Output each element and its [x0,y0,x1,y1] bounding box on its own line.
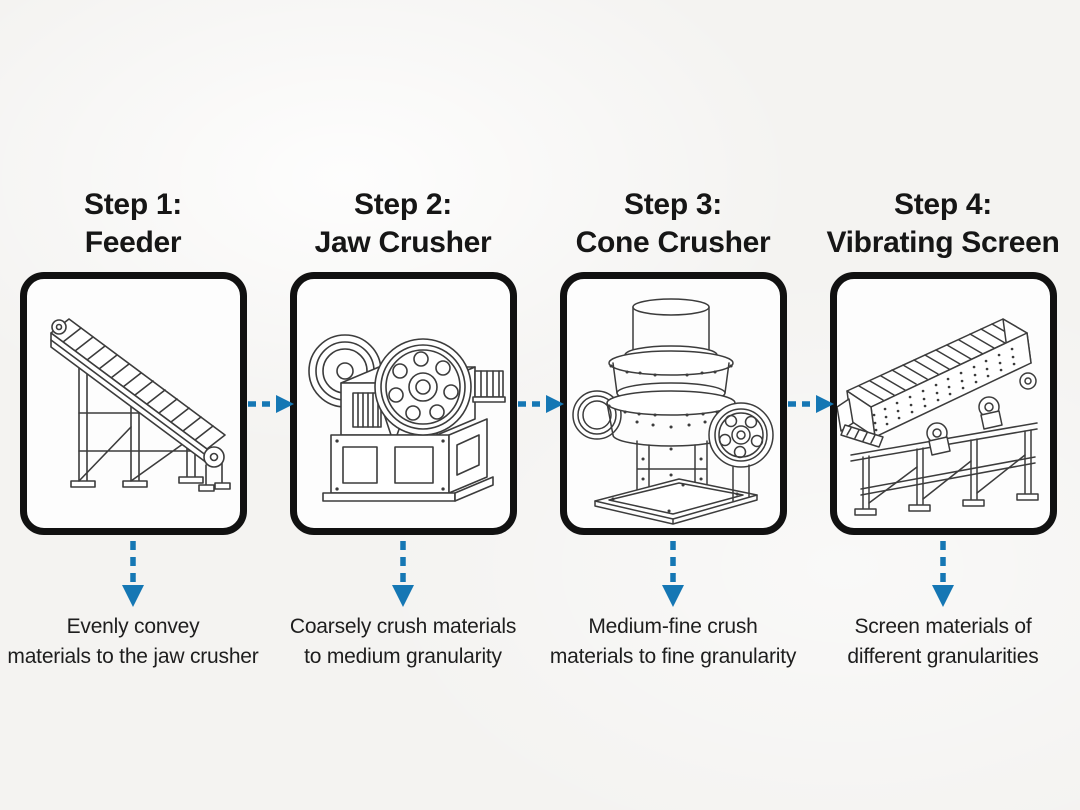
down-arrow-icon [120,538,146,610]
step-title [793,186,1080,262]
right-arrow-icon [785,393,835,415]
right-arrow-icon [245,393,295,415]
caption-line: to medium granularity [304,645,502,668]
caption-line: Screen materials of [854,615,1032,638]
machine-box [560,272,787,535]
step-caption [0,612,283,672]
caption-line: Medium-fine crush [588,615,758,638]
step-number-label: Step 4: [894,188,992,221]
step-column-3 [549,186,797,706]
down-arrow-icon [390,538,416,610]
step-name-label: Feeder [84,226,182,259]
step-caption [253,612,553,672]
step-number-label: Step 1: [84,188,182,221]
jaw-crusher-illustration-icon [297,279,510,528]
right-arrow-icon [515,393,565,415]
machine-box [830,272,1057,535]
step-name-label: Cone Crusher [575,226,771,259]
caption-line: Evenly convey [66,615,200,638]
vibrating-screen-illustration-icon [837,279,1050,528]
step-caption [523,612,823,672]
machine-box [20,272,247,535]
caption-line: materials to the jaw crusher [7,645,259,668]
step-name-label: Jaw Crusher [314,226,492,259]
step-number-label: Step 3: [624,188,722,221]
step-name-label: Vibrating Screen [826,226,1060,259]
step-title [523,186,823,262]
step-number-label: Step 2: [354,188,452,221]
caption-line: Coarsely crush materials [289,615,517,638]
step-column-4 [826,186,1060,706]
down-arrow-icon [660,538,686,610]
step-column-2 [290,186,517,706]
feeder-illustration-icon [27,279,240,528]
machine-box [290,272,517,535]
step-column-1 [7,186,259,706]
caption-line: materials to fine granularity [549,645,797,668]
caption-line: different granularities [847,645,1039,668]
step-caption [793,612,1080,672]
down-arrow-icon [930,538,956,610]
step-title [253,186,553,262]
cone-crusher-illustration-icon [567,279,780,528]
step-title [0,186,283,262]
